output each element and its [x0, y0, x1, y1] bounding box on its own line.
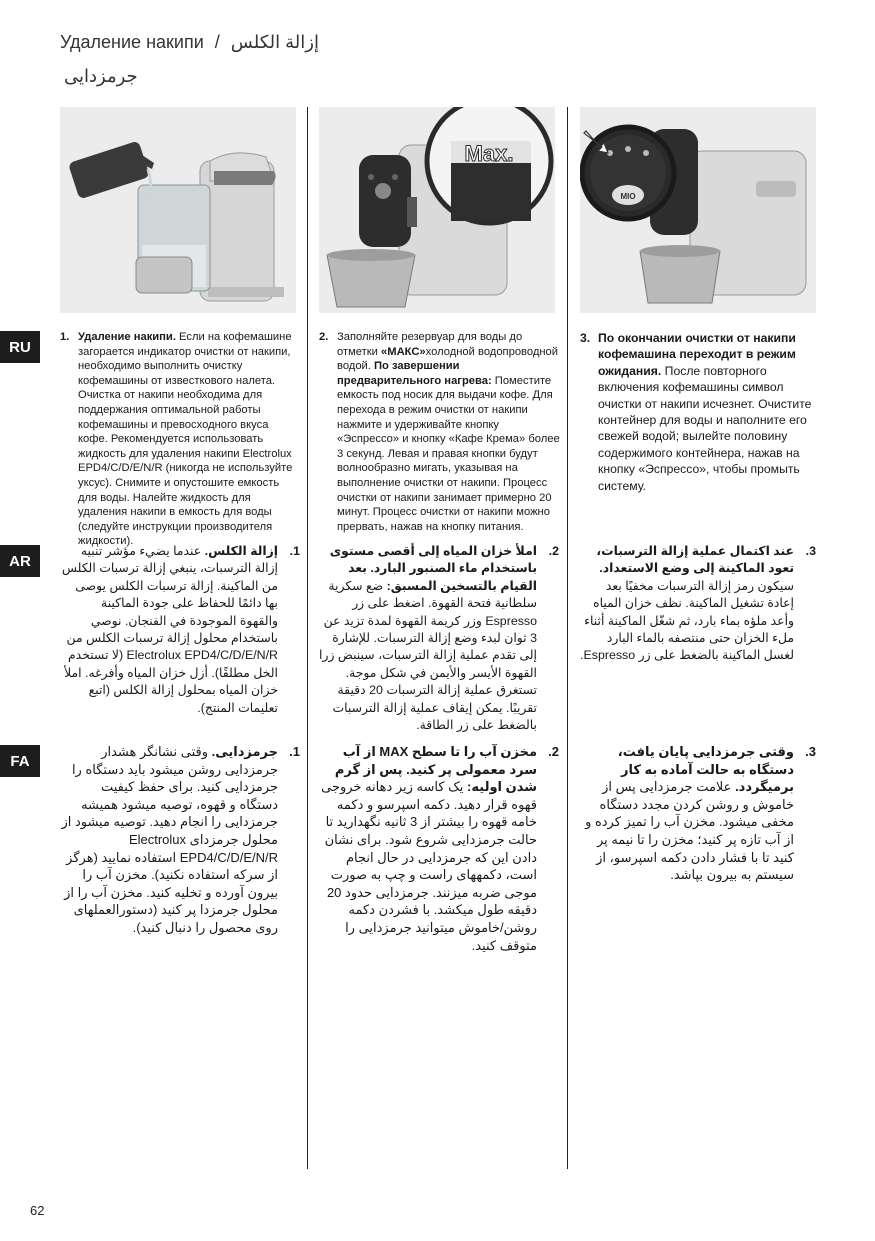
ru-step-1 [60, 330, 296, 549]
step-text: холодной водопроводной водой. [337, 345, 559, 373]
step-text: سيكون رمز إزالة الترسبات مخفيًا بعد إعادة تشغيل الماكينة. نظف خزان المياه وأعد ملؤه بماء بارد، ثم شغّل الماكينة أثناء ملء الخزان حتى منتصفه بالماء البارد لغسل الماكينة بالضغط على زر Espresso. [580, 578, 794, 663]
step-number: 1. [60, 331, 70, 343]
step-number: 2. [548, 544, 559, 558]
fa-step-2 [319, 743, 559, 954]
illustration-standby [580, 107, 816, 313]
mio-badge: MIO [620, 192, 636, 201]
column-divider-left [307, 107, 308, 1169]
step-heading: عند اكتمال عملية إزالة الترسبات، تعود الماكينة إلى وضع الاستعداد. [596, 544, 794, 576]
ru-step-2 [319, 330, 563, 534]
max-label: Max. [464, 141, 514, 166]
step-heading: املأ خزان المياه إلى أقصى مستوى باستخدام ماء الصنبور البارد. بعد القيام بالتسخين المسبق: [329, 544, 537, 593]
column-divider-right [567, 107, 568, 1169]
ru-step-3 [580, 330, 816, 494]
step-heading: По окончании очистки от накипи кофемашина переходит в режим ожидания. [598, 331, 796, 378]
step-number: 2. [319, 331, 329, 343]
step-emphasis: «МАКС» [381, 345, 426, 358]
step-number: 3. [580, 331, 591, 345]
page-header [60, 32, 325, 53]
fa-step-3 [580, 743, 816, 884]
step-text: علامت جرمزدایی پس از خاموش و روشن کردن مجدد دستگاه مخفی میشود. مخزن آب را تمیز کرده و از آب تازه پر کنید؛ مخزن را تا نیمه پر کنید تا با فشار دادن دکمه اسپرسو، از سیستم به بیرون بپاشد. [585, 779, 794, 883]
step-heading: إزالة الكلس. [204, 544, 278, 558]
step-emphasis: По завершении предварительного нагрева: [337, 360, 492, 387]
step-text: Заполняйте резервуар для воды до отметки [337, 331, 523, 358]
step-text: Если на кофемашине загорается индикатор очистки от накипи, необходимо выполнить очистку кофемашины от известкового налета. Очистка от накипи необходима для поддержания оптимальной работы кофемашины и превосходного вкуса кофе. Рекомендуется использовать жидкость для удаления накипи Electrolux EPD4/C/D/E/N/R (никогда не используйте уксус). Снимите и опустошите емкость для воды. Налейте жидкость для удаления накипи в емкость для воды (следуйте инструкции производителя жидкости). [78, 331, 293, 548]
step-number: 3. [805, 544, 816, 558]
header-title-ar: إزالة الكلس [230, 32, 319, 52]
step-text: عندما يضيء مؤشر تنبيه إزالة الترسبات، ينبغي إزالة ترسبات الكلس من الماكينة. إزالة ترسبات الكلس يوصى بها دائمًا للحفاظ على جودة الماكينة والقهوة الموجودة في الفنجان. نوصي باستخدام محلول إزالة ترسبات الكلس من Electrolux EPD4/C/D/E/N/R (لا تستخدم الخل مطلقًا). أزل خزان المياه وأفرغه. املأ خزان المياه بمحلول إزالة الكلس (اتبع تعليمات المنتج). [61, 544, 278, 715]
language-tab-ru: RU [0, 331, 40, 363]
header-title-ru: Удаление накипи [60, 32, 204, 52]
step-number: 1. [289, 544, 300, 558]
step-text: وقتی نشانگر هشدار جرمزدایی روشن میشود باید دستگاه را جرمزدایی کنید. برای حفظ کیفیت دستگاه و قهوه، توصیه میشود همیشه جرمزدایی را انجام دهید. توصیه میشود از محلول جرمزدای Electrolux EPD4/C/D/E/N/R استفاده نمایید (هرگز از سرکه استفاده نکنید). مخزن آب را بیرون آورده و تخلیه کنید. مخزن آب را از محلول جرمزدا پر کنید (دستورالعملهای روی محصول را دنبال کنید). [61, 744, 278, 935]
step-text: ضع سكرية سلطانية فتحة القهوة. اضغط على زر Espresso وزر كريمة القهوة لمدة تزيد عن 3 ثوان لبدء وضع إزالة الترسبات. للإشارة إلى تقدم عملية إزالة الترسبات، سينبض زرا القهوة الأيسر والأيمن في شكل موجة. تستغرق عملية إزالة الترسبات 20 دقيقة تقريبًا. يمكن إيقاف عملية إزالة الترسبات بالضغط على زر الطاقة. [319, 578, 537, 733]
ar-step-3 [580, 543, 816, 665]
language-tab-ar: AR [0, 545, 40, 577]
ar-step-2 [319, 543, 559, 734]
step-text: یک کاسه زیر دهانه خروجی قهوه قرار دهید. دکمه اسپرسو و دکمه خامه قهوه را بیشتر از 3 ثانیه نگهدارید تا حالت جرمزدایی شروع شود. برای نشان دادن این که جرمزدایی در حال انجام است، دکمههای راست و چپ به صورت موجی ضربه میزنند. جرمزدایی حدود 20 دقیقه طول میکشد. با فشردن دکمه روشن/خاموش میتوانید جرمزدایی را متوقف کنید. [321, 779, 537, 953]
step-heading: Удаление накипи. [78, 331, 176, 343]
step-heading: مخزن آب را تا سطح MAX از آب سرد معمولی پر کنید. پس از گرم شدن اولیه: [334, 744, 537, 795]
page-number: 62 [30, 1203, 45, 1218]
step-number: 2. [548, 744, 559, 759]
illustration-fill-max [319, 107, 555, 313]
step-text: После повторного включения кофемашины символ очистки от накипи исчезнет. Очистите контейнер для воды и наполните его свежей водой; вылейте половину содержимого контейнера, нажав на кнопку «Эспрессо», чтобы промыть систему. [598, 363, 812, 493]
illustration-pour-descaler [60, 107, 296, 313]
header-title-fa: جرمزدایی [64, 66, 138, 86]
fa-step-1 [60, 743, 300, 937]
ar-step-1 [60, 543, 300, 717]
header-separator: / [214, 32, 220, 52]
step-number: 3. [805, 744, 816, 759]
step-number: 1. [289, 744, 300, 759]
language-tab-fa: FA [0, 745, 40, 777]
step-text: Поместите емкость под носик для выдачи кофе. Для перехода в режим очистки от накипи нажмите и удерживайте кнопку «Эспрессо» и кнопку «Кафе Крема» более 3 секунд. Левая и правая кнопки будут волнообразно мигать, указывая на выполнение очистки от накипи. Процесс очистки от накипи занимает примерно 20 минут. Процесс очистки от накипи можно прервать, нажав на кнопку питания. [337, 374, 560, 533]
step-heading: جرمزدایی. [211, 744, 278, 759]
step-heading: وقتی جرمزدایی پایان یافت، دستگاه به حالت آماده به کار برمیگردد. [617, 744, 794, 795]
